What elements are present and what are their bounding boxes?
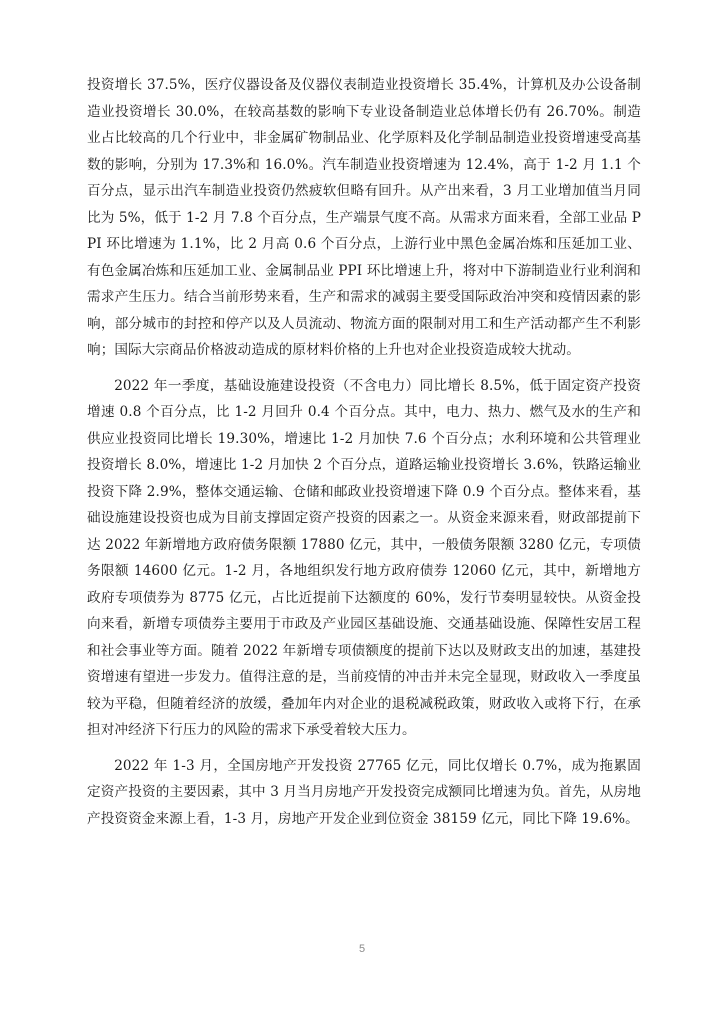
paragraph-infrastructure-investment: 2022 年一季度，基础设施建设投资（不含电力）同比增长 8.5%，低于固定资产投资增速 0.8 个百分点，比 1-2 月回升 0.4 个百分点。其中，电力、热力、燃气及水的生产和供应业投资同比增长 19.30%，增速比 1-2 月加快 7.6 个百分点；水利环境和公共管理业投资增长 8.0%，增速比 1-2 月加快 2 个百分点，道路运输业投资增长 3.6%，铁路运输业投资下降 2.9%，整体交通运输、仓储和邮政业投资增速下降 0.9 个百分点。整体来看，基础设施建设投资也成为目前支撑固定资产投资的因素之一。从资金来源来看，财政部提前下达 2022 年新增地方政府债务限额 17880 亿元，其中，一般债务限额 3280 亿元，专项债务限额 14600 亿元。1-2 月，各地组织发行地方政府债券 12060 亿元，其中，新增地方政府专项债券为 8775 亿元，占比近提前下达额度的 60%，发行节奏明显较快。从资金投向来看，新增专项债券主要用于市政及产业园区基础设施、交通基础设施、保障性安居工程和社会事业等方面。随着 2022 年新增专项债额度的提前下达以及财政支出的加速，基建投资增速有望进一步发力。值得注意的是，当前疫情的冲击并未完全显现，财政收入一季度虽较为平稳，但随着经济的放缓，叠加年内对企业的退税减税政策，财政收入或将下行，在承担对冲经济下行压力的风险的需求下承受着较大压力。 (87, 377, 641, 738)
document-body (87, 72, 641, 832)
page-number: 5 (358, 943, 366, 955)
paragraph-manufacturing-investment: 投资增长 37.5%，医疗仪器设备及仪器仪表制造业投资增长 35.4%，计算机及办公设备制造业投资增长 30.0%，在较高基数的影响下专业设备制造业总体增长仍有 26.70%。制造业占比较高的几个行业中，非金属矿物制品业、化学原料及化学制品制造业投资增速受高基数的影响，分别为 17.3%和 16.0%。汽车制造业投资增速为 12.4%，高于 1-2 月 1.1 个百分点，显示出汽车制造业投资仍然疲软但略有回升。从产出来看，3 月工业增加值当月同比为 5%，低于 1-2 月 7.8 个百分点，生产端景气度不高。从需求方面来看，全部工业品 PPI 环比增速为 1.1%，比 2 月高 0.6 个百分点，上游行业中黑色金属冶炼和压延加工业、有色金属冶炼和压延加工业、金属制品业 PPI 环比增速上升，将对中下游制造业行业利润和需求产生压力。结合当前形势来看，生产和需求的减弱主要受国际政治冲突和疫情因素的影响，部分城市的封控和停产以及人员流动、物流方面的限制对用工和生产活动都产生不利影响；国际大宗商品价格波动造成的原材料价格的上升也对企业投资造成较大扰动。 (87, 77, 641, 358)
paragraph-real-estate-investment: 2022 年 1-3 月，全国房地产开发投资 27765 亿元，同比仅增长 0.7%，成为拖累固定资产投资的主要因素，其中 3 月当月房地产开发投资完成额同比增速为负。首先，从房地产投资资金来源上看，1-3 月，房地产开发企业到位资金 38159 亿元，同比下降 19.6%。 (87, 757, 641, 827)
